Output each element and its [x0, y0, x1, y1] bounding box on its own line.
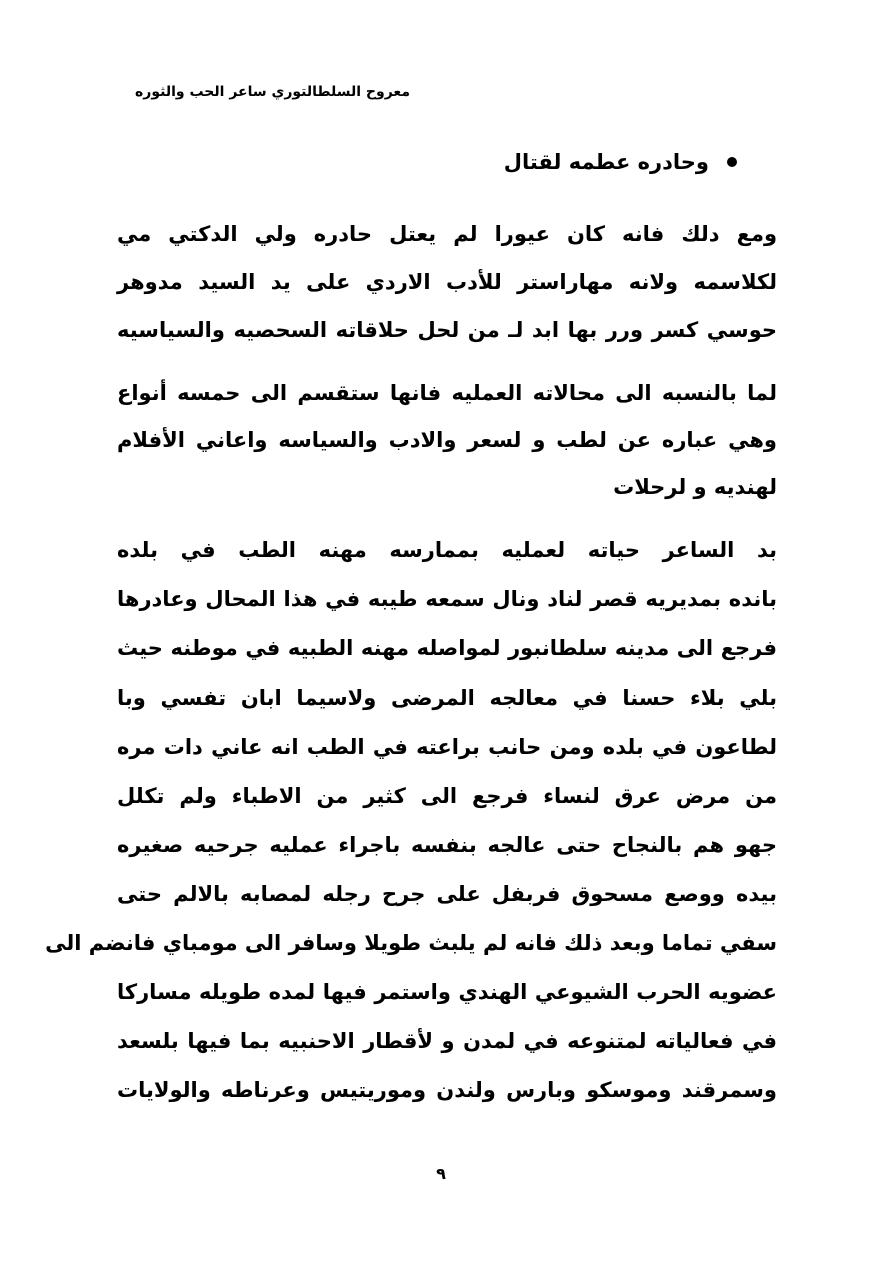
paragraph-2-line-1: لما بالنسبه الى محالاته العمليه فانها ستقسم الى حمسه أنواع [117, 381, 777, 405]
paragraph-3-line-5: لطاعون في بلده ومن حانب براعته في الطب انه عاني دات مره [117, 735, 777, 759]
paragraph-3-line-9: سفي تماما وبعد ذلك فانه لم يلبث طويلا وسافر الى مومباي فانضم الى [45, 931, 777, 955]
paragraph-3-line-6: من مرض عرق لنساء فرجع الى كثير من الاطباء ولم تكلل [117, 784, 777, 808]
paragraph-3-line-12: وسمرقند وموسكو وبارس ولندن وموريتيس وعرناطه والولايات [117, 1078, 777, 1102]
bullet-text: وحادره عطمه لقتال [503, 150, 709, 174]
paragraph-3-line-4: بلي بلاء حسنا في معالجه المرضى ولاسيما ابان تفسي وبا [117, 686, 777, 710]
paragraph-1-line-3: حوسي كسر ورر بها ابد لـ من لحل حلاقاته السحصيه والسياسيه [117, 318, 777, 342]
paragraph-2-line-2: وهي عباره عن لطب و لسعر والادب والسياسه واعاني الأفلام [117, 428, 777, 452]
paragraph-3-line-3: فرجع الى مدينه سلطانبور لمواصله مهنه الطبيه في موطنه حيث [117, 636, 777, 660]
paragraph-3-line-2: بانده بمديريه قصر لناد ونال سمعه طيبه في هذا المحال وعادرها [117, 587, 777, 611]
paragraph-3-line-1: بد الساعر حياته لعمليه بممارسه مهنه الطب في بلده [117, 538, 777, 562]
bullet-dot-icon [727, 157, 737, 167]
paragraph-2-line-3: لهنديه و لرحلات [613, 475, 777, 499]
page-number: ٩ [436, 1164, 446, 1183]
paragraph-1-line-2: لكلاسمه ولانه مهاراستر للأدب الاردي على يد السيد مدوهر [117, 270, 777, 294]
paragraph-3-line-8: بيده ووصع مسحوق فربفل على جرح رجله لمصابه بالالم حتى [117, 882, 777, 906]
bullet-item [504, 150, 737, 174]
paragraph-3-line-11: في فعالياته لمتنوعه في لمدن و لأقطار الاحنبيه بما فيها بلسعد [117, 1029, 777, 1053]
paragraph-3-line-10: عضويه الحرب الشيوعي الهندي واستمر فيها لمده طويله مساركا [117, 980, 777, 1004]
paragraph-1-line-1: ومع دلك فانه كان عيورا لم يعتل حادره ولي الدكتي مي [117, 222, 777, 246]
running-header: معروح السلطالتوري ساعر الحب والثوره [135, 84, 410, 100]
paragraph-3-line-7: جهو هم بالنجاح حتى عالجه بنفسه باجراء عمليه جرحيه صغيره [117, 833, 777, 857]
